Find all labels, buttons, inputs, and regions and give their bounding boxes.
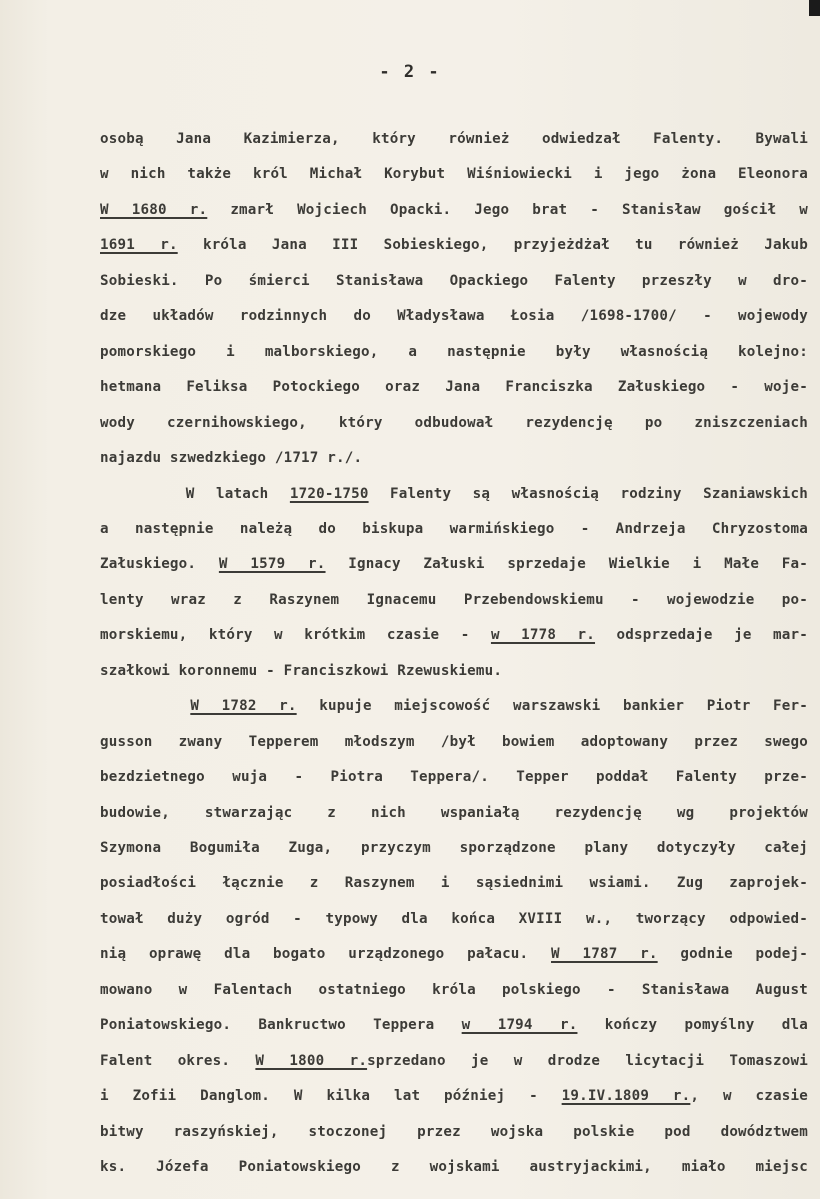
- scan-corner-mark: [809, 0, 820, 16]
- text-segment: zmarł Wojciech Opacki. Jego brat - Stanisław gościł w: [207, 201, 808, 218]
- text-segment: króla Jana III Sobieskiego, przyjeżdżał tu również Jakub: [177, 237, 808, 254]
- underlined-date: W 1782 r.: [190, 698, 297, 715]
- underlined-date: 1720-1750: [289, 485, 369, 502]
- text-segment: nią oprawę dla bogato urządzonego pałacu.: [100, 946, 552, 963]
- text-segment: wody czernihowskiego, który odbudował rezydencję po zniszczeniach: [100, 414, 808, 431]
- text-segment: tował duży ogród - typowy dla końca XVIII w., tworzący odpowied-: [100, 910, 808, 927]
- text-segment: Załuskiego.: [100, 556, 219, 573]
- text-segment: Falent okres.: [100, 1052, 256, 1069]
- text-segment: osobą Jana Kazimierza, który również odwiedzał Falenty. Bywali: [100, 131, 808, 147]
- text-segment: w nich także król Michał Korybut Wiśniowiecki i jego żona Eleonora: [100, 166, 808, 183]
- underlined-date: W 1579 r.: [218, 556, 326, 573]
- text-segment: budowie, stwarzając z nich wspaniałą rezydencję wg projektów: [100, 804, 808, 821]
- text-line: [100, 1086, 808, 1106]
- text-line: [100, 661, 808, 681]
- text-segment: dze układów rodzinnych do Władysława Łosia /1698-1700/ - wojewody: [100, 308, 808, 325]
- text-segment: ks. Józefa Poniatowskiego z wojskami austryjackimi, miało miejsc: [100, 1159, 808, 1176]
- text-segment: gusson zwany Tepperem młodszym /był bowiem adoptowany przez swego: [100, 733, 808, 750]
- text-line: [100, 590, 808, 610]
- underlined-date: w 1794 r.: [461, 1017, 578, 1034]
- text-segment: sprzedano je w drodze licytacji Tomaszowi: [367, 1052, 808, 1069]
- text-line: [100, 838, 808, 858]
- text-line: [100, 1157, 808, 1177]
- page-number: - 2 -: [379, 62, 441, 82]
- text-segment: godnie podej-: [657, 946, 808, 963]
- text-segment: lenty wraz z Raszynem Ignacemu Przebendowskiemu - wojewodzie po-: [100, 591, 808, 608]
- text-line: [100, 164, 808, 184]
- text-line: [100, 1122, 808, 1142]
- underlined-date: W 1680 r.: [100, 201, 208, 218]
- text-segment: Szymona Bogumiła Zuga, przyczym sporządzone plany dotyczyły całej: [100, 840, 808, 856]
- text-line: [100, 873, 808, 893]
- text-segment: W latach: [100, 485, 290, 502]
- text-line: [100, 767, 808, 787]
- text-segment: [100, 698, 190, 714]
- underlined-date: W 1800 r.: [255, 1052, 368, 1069]
- text-line: [100, 200, 808, 220]
- text-segment: najazdu szwedzkiego /1717 r./.: [100, 450, 363, 467]
- text-line: [100, 235, 808, 255]
- text-line: [100, 980, 808, 1000]
- text-line: [100, 484, 808, 504]
- text-segment: morskiemu, który w krótkim czasie -: [100, 627, 491, 644]
- text-line: [100, 342, 808, 362]
- text-line: [100, 129, 808, 149]
- text-line: [100, 448, 808, 468]
- underlined-date: 1691 r.: [100, 237, 178, 254]
- text-line: [100, 1015, 808, 1035]
- text-segment: pomorskiego i malborskiego, a następnie były własnością kolejno:: [100, 343, 808, 360]
- text-segment: a następnie należą do biskupa warmińskiego - Andrzeja Chryzostoma: [100, 520, 808, 537]
- text-segment: Poniatowskiego. Bankructwo Teppera: [100, 1017, 462, 1034]
- text-segment: bitwy raszyńskiej, stoczonej przez wojska polskie pod dowództwem: [100, 1123, 808, 1140]
- text-line: [100, 625, 808, 645]
- underlined-date: W 1787 r.: [551, 946, 658, 963]
- text-segment: kończy pomyślny dla: [577, 1017, 808, 1034]
- text-segment: hetmana Feliksa Potockiego oraz Jana Franciszka Załuskiego - woje-: [100, 379, 808, 396]
- text-segment: szałkowi koronnemu - Franciszkowi Rzewuskiemu.: [100, 662, 503, 679]
- text-segment: kupuje miejscowość warszawski bankier Piotr Fer-: [296, 698, 808, 715]
- text-segment: mowano w Falentach ostatniego króla polskiego - Stanisława August: [100, 981, 808, 998]
- text-line: [100, 732, 808, 752]
- text-line: [100, 803, 808, 823]
- underlined-date: 19.IV.1809 r.: [561, 1088, 691, 1105]
- text-line: [100, 271, 808, 291]
- underlined-date: w 1778 r.: [490, 627, 596, 644]
- text-line: [100, 909, 808, 929]
- text-segment: posiadłości łącznie z Raszynem i sąsiednimi wsiami. Zug zaprojek-: [100, 875, 808, 892]
- text-line: [100, 306, 808, 326]
- text-segment: Ignacy Załuski sprzedaje Wielkie i Małe Fa-: [325, 556, 808, 573]
- text-line: [100, 944, 808, 964]
- text-segment: odsprzedaje je mar-: [595, 627, 808, 644]
- text-segment: Falenty są własnością rodziny Szaniawskich: [368, 485, 808, 502]
- text-segment: i Zofii Danglom. W kilka lat później -: [100, 1088, 562, 1105]
- text-segment: Sobieski. Po śmierci Stanisława Opackiego Falenty przeszły w dro-: [100, 272, 808, 289]
- text-line: [100, 413, 808, 433]
- text-line: [100, 377, 808, 397]
- text-line: [100, 554, 808, 574]
- text-line: [100, 696, 808, 716]
- text-segment: bezdzietnego wuja - Piotra Teppera/. Tepper poddał Falenty prze-: [100, 769, 808, 786]
- text-segment: , w czasie: [690, 1088, 808, 1105]
- text-line: [100, 1051, 808, 1071]
- text-line: [100, 519, 808, 539]
